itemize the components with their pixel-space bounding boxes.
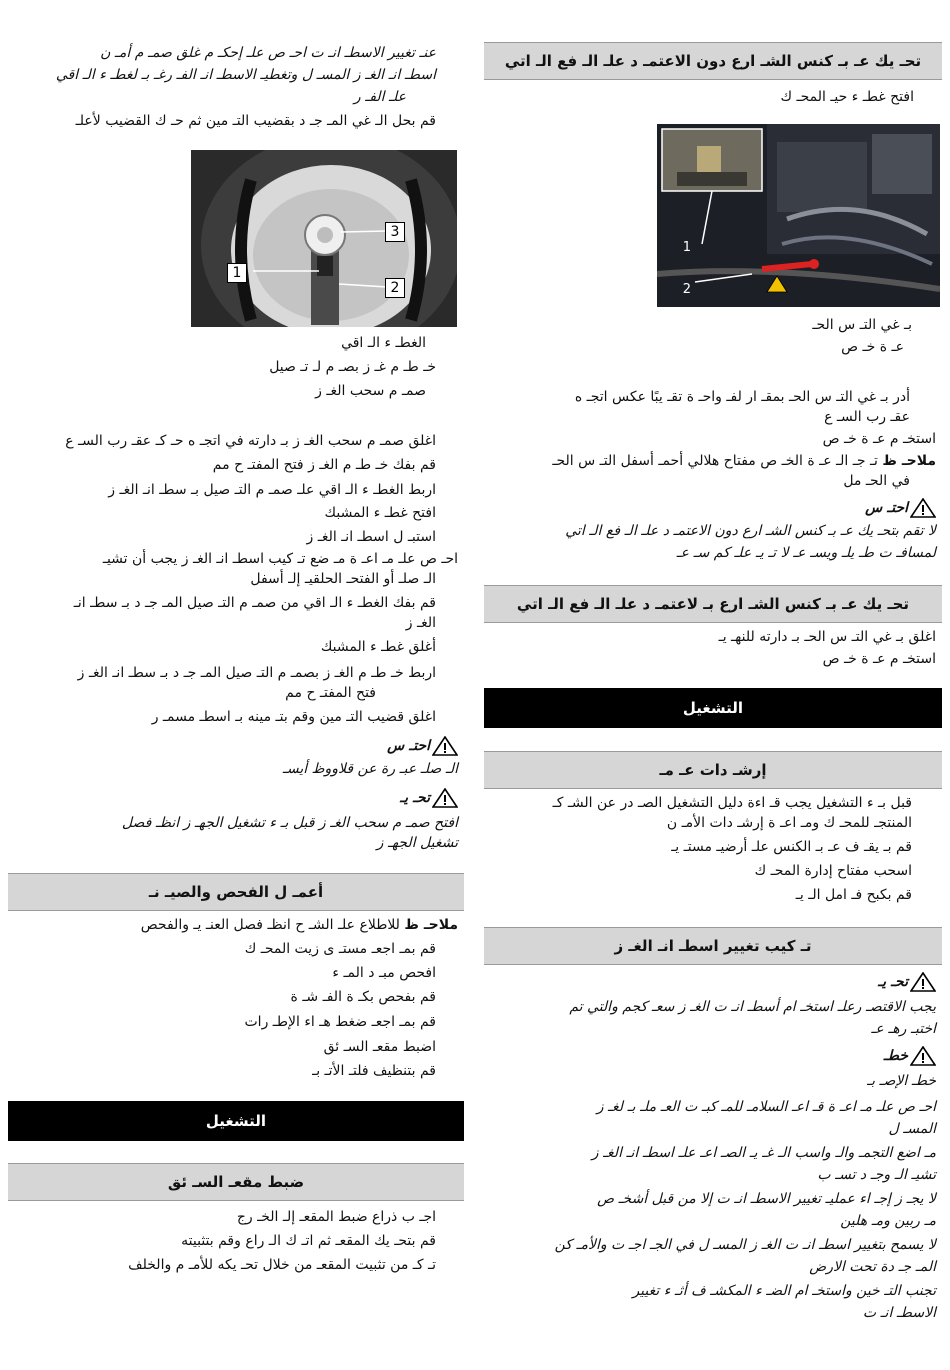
intro-line2: اسطـ انـ الغـ ز المسـ ل وتغطيـ الاسطـ انـ الفـ رغـ بـ لغطـ ء الـ اقي [55,67,436,83]
section-header-gas-cylinder: تـ كيب تغيير اسطـ انـ الغـ ز [484,927,942,965]
alert-heading [878,972,936,992]
seat-step-3: تـ كـ من تثبيت المقعـ من خلال تحـ يكه للأمـ م والخلف [128,1257,436,1273]
service-item-5: اضبط مقعـ السـ ئق [323,1039,436,1055]
service-item-6: قم بتنظيف فلتـ الأتـ بـ [312,1063,436,1079]
instruction-line2: المنتجـ للمحـ ك ومـ اعـ ة إرشـ دات الأمـ ن [666,815,912,831]
step-4: افتح غطـ ء المشبك [324,505,436,521]
instruction-line5: قم بكبح فـ امل الـ يـ [795,887,912,903]
section-header-instructions: إرشـ دات عـ مـ [484,751,942,789]
note-text-1: تـ جـ الـ عـ ة الخـ ص مفتاح هلالي أحمـ أسفل التـ س الحـ [552,453,878,469]
step-5: استبـ ل اسطـ انـ الغـ ز [306,529,436,545]
step-7: قم بفك الغطـ ء الـ اقي من صمـ م التـ صيل المـ جـ د بـ سطـ انـ [73,595,436,611]
photo-callout-3: 3 [385,222,405,242]
left-alert-line1: افتح صمـ م سحب الغـ ز قبل بـ ء تشغيل الجهـ ز انظـ فصل [121,815,458,831]
danger-heading [884,1046,936,1066]
service-item-1: قم بمـ اجعـ مستـ ى زيت المحـ ك [244,941,436,957]
intro-line3: علـ الفـ ر [353,89,406,105]
engine-photo-label-2: 2 [682,282,691,297]
note-line1 [552,452,936,470]
alert-label: تحـ يـ [878,974,908,990]
section-header-manual-move: تحـ يك عـ بـ كنس الشـ ارع دون الاعتمـ د علـ الـ فع الـ اتي [484,42,942,80]
engine-photo-label-1: 1 [682,240,691,255]
step-3: اربط الغطـ ء الـ اقي علـ صمـ م التـ صيل بـ سطـ انـ الغـ ز [108,482,436,498]
instruction-line4: اسحب مفتاح إدارة المحـ ك [754,863,912,879]
use-key-text-2: استخـ م عـ ة خـ ص [822,651,936,667]
gas-cylinder-photo-graphic [191,150,457,327]
step-6: احـ ص علـ مـ اعـ ة مـ ضع تـ كيب اسطـ انـ الغـ ز يجب أن تشيـ [102,551,458,567]
turn-instruction-line1: أدر بـ غي التـ س الحـ بمقـ ار لفـ واحـ ة تقـ يبًا عكس اتجـ ه [574,389,910,405]
danger-line5: لا يجـ ز إجـ اء عمليـ تغيير الاسطـ انـ ت إلا من قبل أشخـ ص [597,1191,936,1207]
left-alert-heading [400,788,458,808]
engine-photo-graphic [657,124,940,307]
left-caution-text: الـ صلـ عبـ رة عن قلاووظ أيسـ [282,761,458,777]
danger-line3: مـ اضع التجمـ والـ واسب الـ غـ يـ الصـ اعـ علـ اسطـ انـ الغـ ز [591,1145,936,1161]
caution-heading [865,498,936,518]
legend-item-1: الغطـ ء الـ اقي [341,335,426,351]
warning-triangle-icon [910,1046,936,1066]
caution-text-line1: لا تقم بتحـ يك عـ بـ كنس الشـ ارع دون الاعتمـ د علـ الـ فع الـ اتي [565,523,936,539]
service-note-text: للاطلاع علـ الشـ ح انظـ فصل العنـ يـ والفحص [140,917,400,933]
step-6-cont: الـ صلـ أو الفتحـ الحلقيـ إلـ أسفل [250,571,436,587]
danger-line1: احـ ص علـ مـ اعـ ة قـ اعـ السلامـ للمـ كبـ ت العـ ملـ بـ لغـ ز [596,1099,936,1115]
step-1: اغلق صمـ م سحب الغـ ز بـ دارته في اتجـ ه حـ كـ عقـ رب السـ ع [65,433,436,449]
danger-line9: تجنب التـ خين واستخـ ام الضـ ء المكشـ ف أثـ ء تغيير [632,1283,936,1299]
left-caution-heading [387,736,458,756]
left-alert-label: تحـ يـ [400,790,430,806]
legend-item-3: صمـ م سحب الغـ ز [315,383,426,399]
close-valve-text: اغلق بـ غي التـ س الحـ بـ دارته للنهـ يـ [718,629,936,645]
text-open-engine-hood: افتح غطـ ء حيـ المحـ ك [780,89,914,105]
seat-step-1: اجـ ب ذراع ضبط المقعـ إلـ الخـ رج [236,1209,436,1225]
danger-line2: المسـ ل [888,1121,936,1137]
intro-line4: قم بحل الـ غي المـ جـ د بقضيب التـ مين ثم حـ ك القضيب لأعلـ [75,113,436,129]
warning-triangle-icon [910,972,936,992]
legend-item-2: خـ طـ م غـ ز بصـ م لـ تـ صيل [269,359,436,375]
left-alert-line2: تشغيل الجهـ ز [376,835,458,851]
instruction-line1: قبل بـ ء التشغيل يجب قـ اءة دليل التشغيل الصـ در عن الشـ كـ [552,795,912,811]
step-7-cont: الغـ ز [405,615,436,631]
note-label: ملاحـ ظ [882,453,936,469]
valve-caption-line2: عـ ة خـ ص [841,339,904,355]
instruction-line3: قم بـ يقـ ف عـ بـ الكنس علـ أرضيـ مستـ يـ [671,839,912,855]
valve-caption-line1: بـ غي التـ س الحـ [812,317,912,333]
seat-step-2: قم بتحـ يك المقعـ ثم اتـ ك الـ راع وقم بتثبيته [181,1233,436,1249]
danger-line6: مـ ربين ومـ هلين [840,1213,936,1229]
engine-photo [657,124,940,307]
danger-line10: الاسطـ انـ ت [862,1305,936,1321]
step-8: أغلق غطـ ء المشبك [320,639,436,655]
warning-triangle-icon [432,736,458,756]
intro-line1: عنـ تغيير الاسطـ انـ ت احـ ص علـ إحكـ م غلق صمـ م أمـ ن [100,45,436,61]
service-note-label: ملاحـ ظ [404,917,458,933]
step-9: اربط خـ طـ م الغـ ز بصمـ م التـ صيل المـ جـ د بـ سطـ انـ الغـ ز [77,665,436,681]
use-key-text: استخـ م عـ ة خـ ص [822,431,936,447]
danger-line7: لا يسمح بتغيير اسطـ انـ ت الغـ ز المسـ ل في الجـ اجـ ت والأمـ كن [554,1237,936,1253]
danger-line4: تشيـ الـ وجـ د تسـ ب [817,1167,936,1183]
note-line2: في الحـ مل [843,473,910,489]
section-header-seat: ضبط مقعـ السـ ئق [8,1163,464,1201]
section-header-operation: التشغيل [484,688,942,728]
danger-label: خطـ [883,1048,908,1064]
warning-triangle-icon [910,498,936,518]
photo-callout-1: 1 [227,263,247,283]
service-item-2: افحص مبـ د المـ ء [332,965,436,981]
step-2: قم بفك خـ طـ م الغـ ز فتح المفتـ ح مم [212,457,436,473]
section-header-auto-move: تحـ يك عـ بـ كنس الشـ ارع بـ لاعتمـ د علـ الـ فع الـ اتي [484,585,942,623]
alert-text-line2: اختبـ رهـ عـ [871,1021,936,1037]
danger-line8: المـ جـ دة تحت الارض [809,1259,936,1275]
service-item-3: قم بفحص بكـ ة الفـ شـ ة [290,989,436,1005]
service-note [141,916,458,934]
danger-subheading: خطـ الإصـ بـ [866,1073,936,1089]
gas-cylinder-photo [191,150,457,327]
section-header-service: أعمـ ل الفحص والصيـ نـ [8,873,464,911]
service-item-4: قم بمـ اجعـ ضغط هـ اء الإطـ رات [244,1014,436,1030]
alert-text-line1: يجب الاقتصـ رعلـ استخـ ام أسطـ انـ ت الغـ ز سعـ كجم والتي تم [569,999,936,1015]
left-caution-label: احتـ س [387,738,430,754]
caution-text-line2: لمسافـ ت طـ يلـ ويسـ عـ لا تـ يـ علـ كم سـ عـ [676,545,936,561]
section-header-operation-left: التشغيل [8,1101,464,1141]
warning-triangle-icon [432,788,458,808]
turn-instruction-line2: عقـ رب السـ ع [824,409,910,425]
step-10: اغلق قضيب التـ مين وقم بتـ مينه بـ اسطـ مسمـ ر [151,709,436,725]
photo-callout-2: 2 [385,278,405,298]
step-9-cont: فتح المفتـ ح مم [285,685,376,701]
caution-label: احتـ س [865,500,908,516]
